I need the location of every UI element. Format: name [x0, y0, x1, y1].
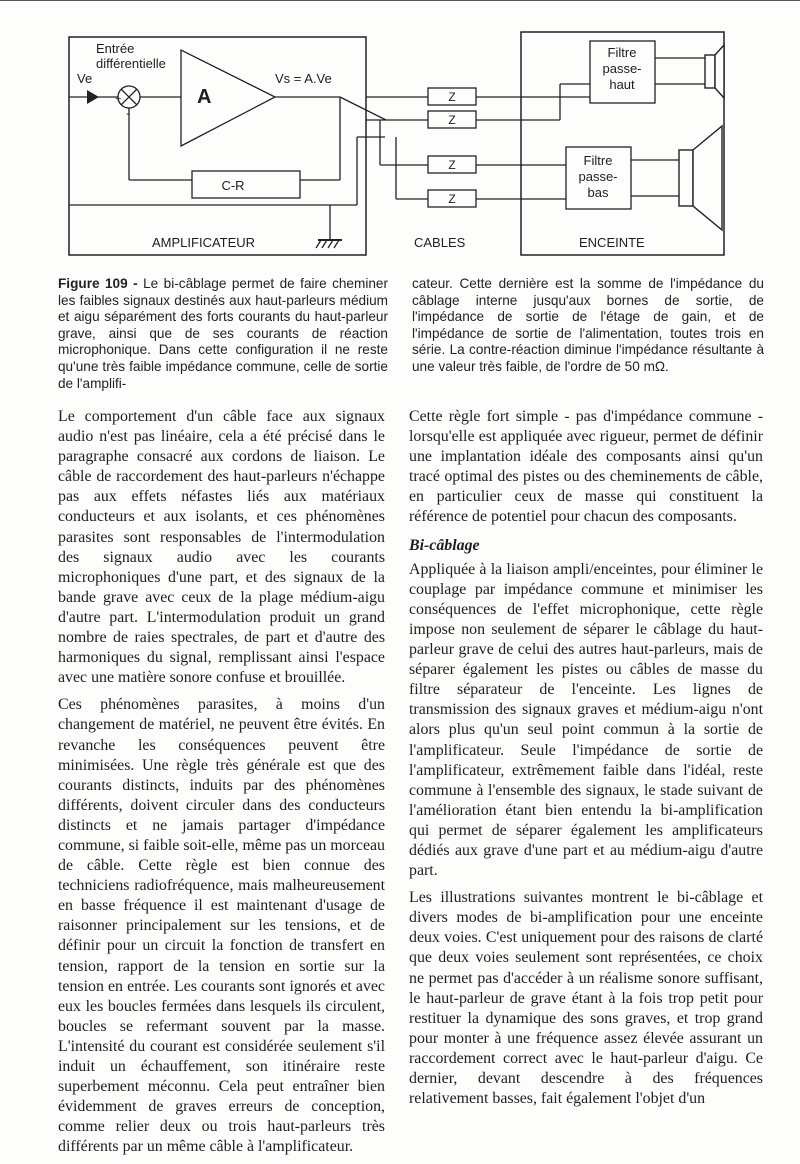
plus-sign: + [115, 93, 122, 105]
section-heading: Bi-câblage [409, 536, 480, 554]
output-voltage-label: Vs = A.Ve [275, 71, 332, 86]
cables-section-label: CABLES [414, 235, 466, 250]
amplifier-section-label: AMPLIFICATEUR [152, 235, 256, 250]
bi-wiring-diagram [0, 0, 800, 272]
high-filter-label-3: haut [609, 77, 635, 92]
input-voltage-label: Ve [77, 71, 93, 86]
impedance-label-4: Z [448, 192, 456, 206]
input-arrow [87, 90, 99, 104]
paragraph: Cette règle fort simple - pas d'impédance commune - lorsqu'elle est appliquée avec rigueur, permet de définir une implantation idéale des composants ainsi qu'un tracé optimal des pistes ou des cheminements de câble, en particulier ceux de masse qui constituent la référence de potentiel pour chacun des composants. [409, 408, 763, 526]
low-filter-label-3: bas [587, 185, 609, 200]
low-filter-label-1: Filtre [583, 153, 613, 168]
impedance-label-2: Z [448, 113, 456, 127]
amplifier-triangle [181, 50, 275, 146]
caption-text-left: Le bi-câblage permet de faire cheminer les faibles signaux destinés aux haut-parleurs médium et aigu séparément des forts courants du haut-parleur grave, ainsi que de ses courants de réaction microphonique. Dans cette configuration il ne reste qu'une très faible impédance commune, celle de sortie de l'amplifi- [58, 276, 388, 391]
paragraph: Les illustrations suivantes montrent le bi-câblage et divers modes de bi-amplification pour une enceinte deux voies. C'est uniquement pour des raisons de clarté que deux voies seulement sont représentées, ce choix ne permet pas d'accéder à un réalisme sonore suffisant, le haut-parleur de grave étant à la fois trop petit pour restituer la dynamique des sons graves, et trop grand pour monter à une fréquence assez élevée assurant un raccordement correct avec le haut-parleur d'aigu. Ce dernier, devant descendre à des fréquences relativement basses, fait également l'objet d'un [409, 889, 763, 1108]
enclosure-section-label: ENCEINTE [579, 235, 645, 250]
paragraph: Ces phénomènes parasites, à moins d'un changement de matériel, ne peuvent être évités. En revanche les conséquences peuvent être minimisées. Une règle très générale est que des courants distincts, induits par des phénomènes différents, doivent circuler dans des conducteurs distincts et ne jamais partager d'impédance commune, si faible soit-elle, même pas un morceau de câble. Cette règle est bien connue des techniciens radiofréquence, mais malheureusement en basse fréquence il est maintenant d'usage de raisonner principalement sur les tensions, et de définir pour un circuit la fonction de transfert en tension, rapport de la tension en sortie sur la tension en entrée. Les courants sont ignorés et avec eux les boucles fermées dans lesquels ils circulent, boucles se refermant souvent par la masse. L'intensité du courant est considérée seulement s'il induit un échauffement, son itinéraire reste superbement méconnu. Cela peut entraîner bien évidemment de graves erreurs de conception, comme relier deux ou trois haut-parleurs très différents par un même câble à l'amplificateur. [58, 696, 385, 1156]
paragraph: Le comportement d'un câble face aux signaux audio n'est pas linéaire, cela a été précisé dans le paragraphe consacré aux cordons de liaison. Le câble de raccordement des haut-parleurs n'échappe pas aux effets néfastes liés aux matériaux conducteurs et aux isolants, et ces phénomènes parasites sont responsables de l'intermodulation des signaux audio avec les courants microphoniques d'une part, et des signaux de la bande grave avec ceux de la plage médium-aigu d'autre part. L'intermodulation produit un grand nombre de raies spectrales, de part et d'autre des harmoniques du signal, remplissant ainsi l'espace avec une matière sonore confuse et brouillée. [58, 408, 385, 687]
feedback-network [192, 171, 300, 198]
input-label-line1: Entrée [96, 41, 135, 56]
woofer-cone-icon [693, 126, 722, 230]
high-filter-label-1: Filtre [607, 45, 637, 60]
high-filter-label-2: passe- [602, 61, 642, 76]
figure-caption-right: cateur. Cette dernière est la somme de l'impédance du câblage interne jusqu'aux bornes de sortie, de l'impédance de sortie de l'étage de gain, et de l'impédance de sortie de l'alimentation, toutes trois en série. La contre-réaction diminue l'impédance résultante à une valeur très faible, de l'ordre de 50 mΩ. [412, 276, 764, 374]
figure-label: Figure 109 - [58, 276, 138, 291]
amplifier-gain-label: A [197, 86, 212, 108]
low-filter-label-2: passe- [578, 169, 618, 184]
tweeter-cone-icon [715, 45, 724, 98]
impedance-label-3: Z [448, 158, 456, 172]
body-column-right [409, 407, 763, 1116]
paragraph: Appliquée à la liaison ampli/enceintes, pour éliminer le couplage par impédance commune et minimiser les conséquences de l'effet microphonique, cette règle impose non seulement de séparer le câblage du haut-parleur grave de celui des autres haut-parleurs, mais de séparer également les pistes ou câbles de masse du filtre séparateur de l'enceinte. Les lignes de transmission des signaux graves et médium-aigu n'ont alors plus qu'un seul point commun à la sortie de l'amplificateur. Seule l'impédance de sortie de l'amplificateur, extrêmement faible dans l'idéal, reste commune à l'ensemble des signaux, le stade suivant de l'amélioration étant bien entendu la bi-amplification qui permet de séparer également les amplificateurs dédiés aux grave d'une part et au médium-aigu d'autre part. [409, 560, 763, 880]
impedance-label-1: Z [448, 90, 456, 104]
woofer-icon [679, 150, 693, 206]
figure-caption-left [58, 276, 388, 392]
tweeter-icon [705, 55, 715, 88]
feedback-label: C-R [221, 178, 245, 193]
body-column-left [58, 407, 385, 1164]
minus-sign: - [126, 106, 130, 120]
input-label-line2: différentielle [96, 56, 166, 71]
